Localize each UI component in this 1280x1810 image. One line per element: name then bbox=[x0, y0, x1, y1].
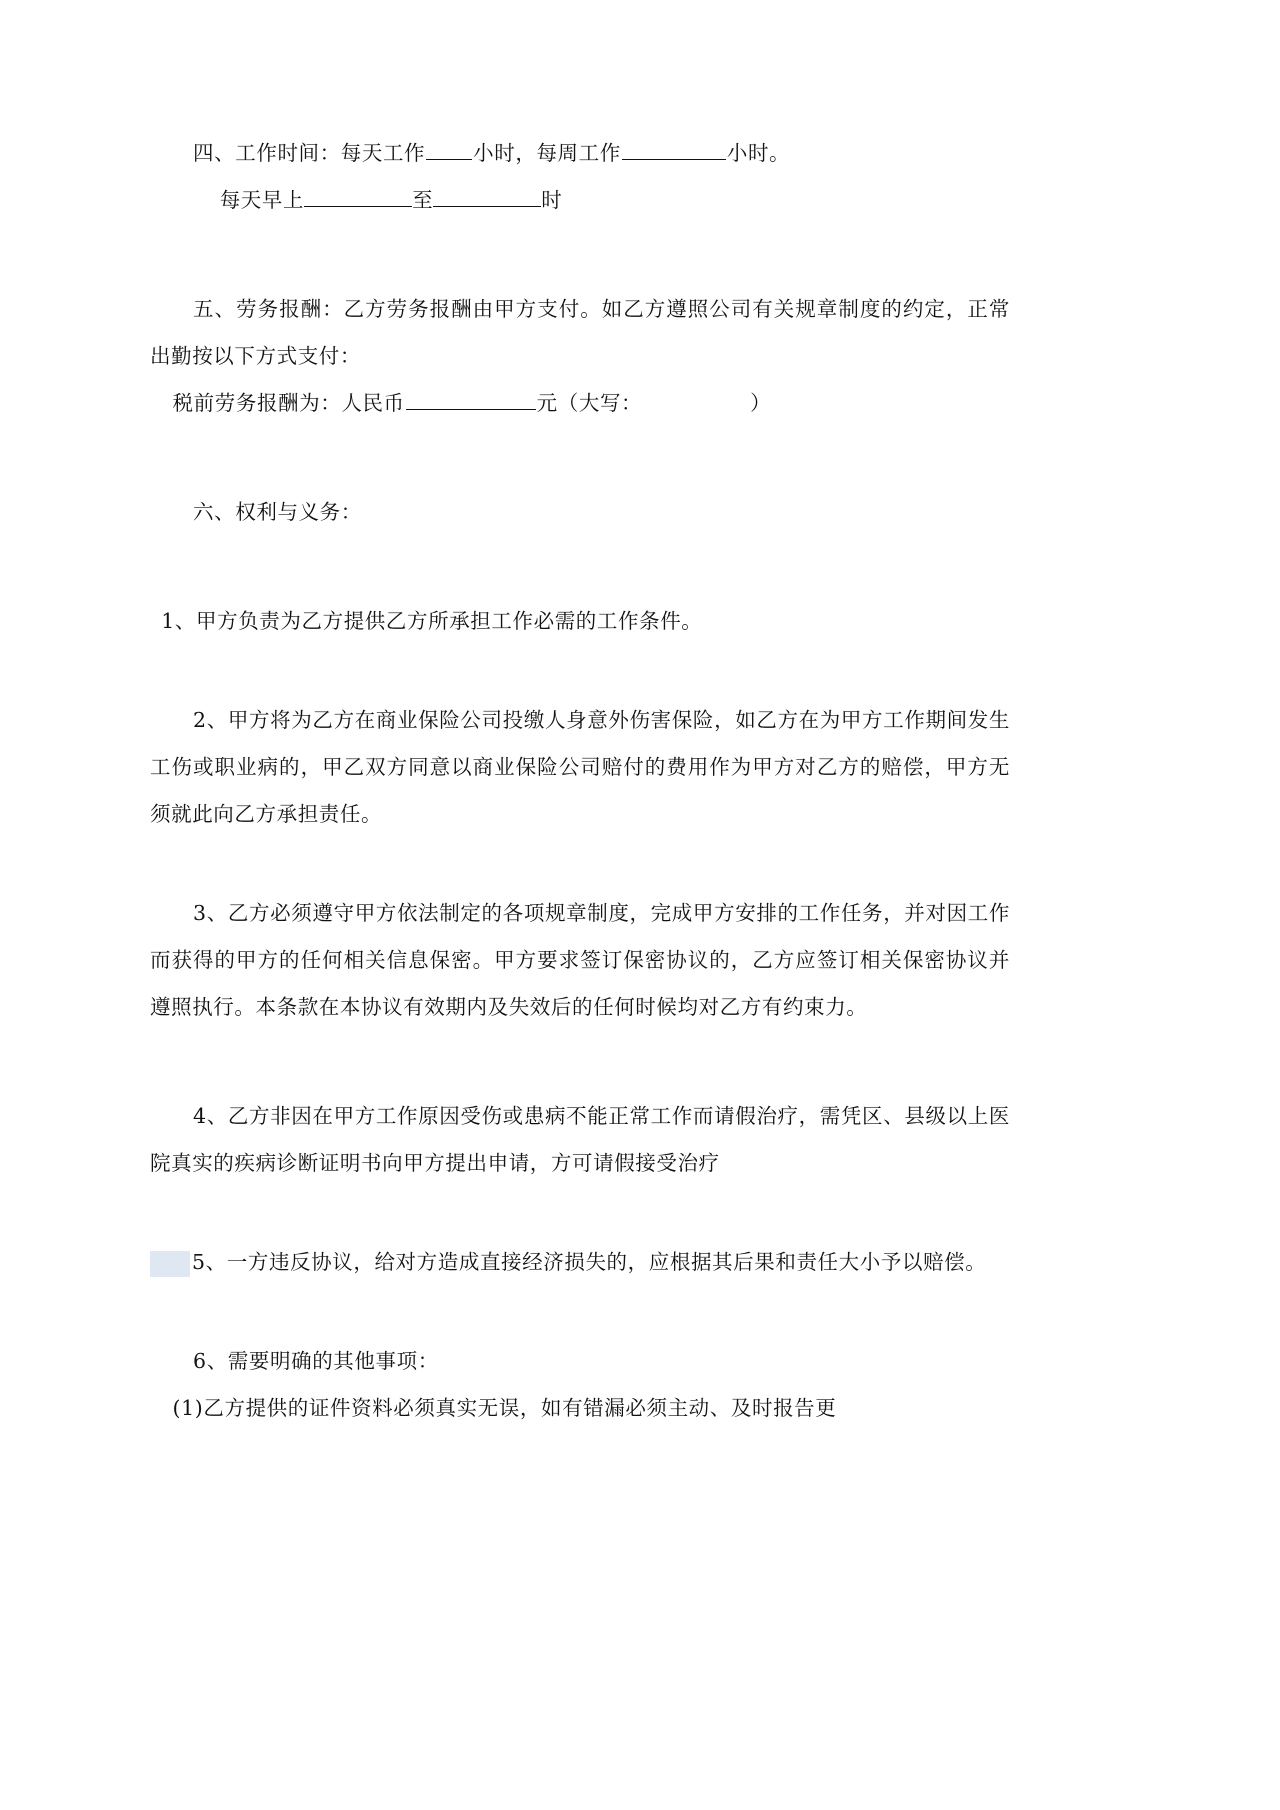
section-4-heading-line bbox=[150, 130, 1010, 177]
daily-morning-middle: 至 bbox=[412, 188, 434, 212]
section-6-item-6: 6、需要明确的其他事项： bbox=[193, 1349, 439, 1373]
pretax-amount-blank[interactable] bbox=[406, 388, 536, 410]
work-hours-per-day-blank[interactable] bbox=[426, 138, 472, 160]
spacer-item-3-4 bbox=[150, 1031, 1010, 1093]
section-6-item-5 bbox=[150, 1239, 1010, 1286]
spacer-item-1-2 bbox=[150, 645, 1010, 697]
spacer-after-section-5 bbox=[150, 427, 1010, 489]
pretax-pay-middle: 元（大写： bbox=[536, 391, 643, 415]
section-6-item-2: 2、甲方将为乙方在商业保险公司投缴人身意外伤害保险，如乙方在为甲方工作期间发生工伤或职业病的，甲乙双方同意以商业保险公司赔付的费用作为甲方对乙方的赔偿，甲方无须就此向乙方承担责任。 bbox=[150, 708, 1010, 826]
section-6-subitem-1: (1)乙方提供的证件资料必须真实无误，如有错漏必须主动、及时报告更 bbox=[172, 1396, 837, 1420]
pretax-pay-prefix: 税前劳务报酬为：人民币 bbox=[172, 391, 405, 415]
top-margin-spacer bbox=[150, 0, 1010, 130]
section-6-item-3: 3、乙方必须遵守甲方依法制定的各项规章制度，完成甲方安排的工作任务，并对因工作而获得的甲方的任何相关信息保密。甲方要求签订保密协议的，乙方应签订相关保密协议并遵照执行。本条款在本协议有效期内及失效后的任何时候均对乙方有约束力。 bbox=[150, 901, 1010, 1019]
start-time-blank[interactable] bbox=[304, 185, 412, 207]
spacer-item-2-3 bbox=[150, 838, 1010, 890]
pretax-pay-suffix: ） bbox=[750, 391, 772, 415]
section-6-heading: 六、权利与义务： bbox=[193, 500, 362, 524]
text-highlight-marker bbox=[150, 1251, 190, 1277]
section-4-middle: 小时，每周工作 bbox=[473, 141, 621, 165]
document-body bbox=[150, 0, 1010, 1432]
section-4-suffix: 小时。 bbox=[726, 141, 791, 165]
daily-morning-suffix: 时 bbox=[541, 188, 563, 212]
spacer-item-5-6 bbox=[150, 1286, 1010, 1338]
daily-morning-prefix: 每天早上 bbox=[219, 188, 305, 212]
section-4-sub-line bbox=[150, 177, 1010, 224]
section-4-prefix: 四、工作时间：每天工作 bbox=[193, 141, 426, 165]
section-6-item-5-text: 5、一方违反协议，给对方造成直接经济损失的，应根据其后果和责任大小予以赔偿。 bbox=[192, 1250, 987, 1274]
section-5-pay-line bbox=[150, 380, 1010, 427]
spacer-after-section-6-heading bbox=[150, 536, 1010, 598]
spacer-item-4-5 bbox=[150, 1187, 1010, 1239]
end-time-blank[interactable] bbox=[433, 185, 541, 207]
spacer-after-section-4 bbox=[150, 224, 1010, 286]
section-5-body: 五、劳务报酬：乙方劳务报酬由甲方支付。如乙方遵照公司有关规章制度的约定，正常出勤按以下方式支付： bbox=[150, 297, 1010, 368]
section-6-item-4: 4、乙方非因在甲方工作原因受伤或患病不能正常工作而请假治疗，需凭区、县级以上医院真实的疾病诊断证明书向甲方提出申请，方可请假接受治疗 bbox=[150, 1104, 1010, 1175]
work-hours-per-week-blank[interactable] bbox=[622, 138, 726, 160]
section-6-item-1: 1、甲方负责为乙方提供乙方所承担工作必需的工作条件。 bbox=[161, 609, 703, 633]
